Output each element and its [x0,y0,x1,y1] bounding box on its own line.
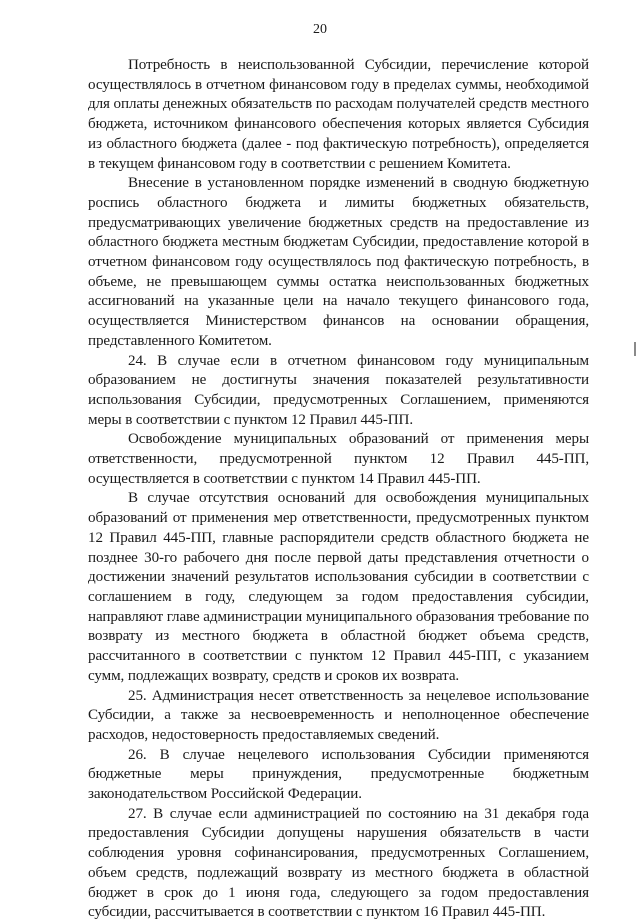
paragraph-item-27: 27. В случае если администрацией по состоянию на 31 декабря года предоставления Субсидии допущены нарушения обязательств в части соблюдения уровня софинансирования, предусмотренных Соглашением, объем средств, подлежащий возврату из местного бюджета в областной бюджет в срок до 1 июня года, следующего за годом предоставления субсидии, рассчитывается в соответствии с пунктом 16 Правил 445-ПП. [88,805,589,921]
paragraph-item-25: 25. Администрация несет ответственность за нецелевое использование Субсидии, а также за несвоевременность и неполноценное обеспечение расходов, недостоверность предоставляемых сведений. [88,687,589,743]
document-body [88,56,589,923]
paragraph-item-26: 26. В случае нецелевого использования Субсидии применяются бюджетные меры принуждения, предусмотренные бюджетным законодательством Российской Федерации. [88,746,589,803]
paragraph-exemption: Освобождение муниципальных образований от применения меры ответственности, предусмотренной пунктом 12 Правил 445-ПП, осуществляется в соответствии с пунктом 14 Правил 445-ПП. [88,431,589,487]
paragraph-budget-changes: Внесение в установленном порядке изменений в сводную бюджетную роспись областного бюджета и лимиты бюджетных обязательств, предусматривающих увеличение бюджетных средств на предоставление из областного бюджета местным бюджетам Субсидии, предоставление которой в отчетном финансовом году осуществлялось под фактическую потребность, в объеме, не превышающем суммы остатка неиспользованных бюджетных ассигнований на указанные цели на начало текущего финансового года, осуществляется Министерством финансов на основании обращения, представленного Комитетом. [88,175,589,349]
paragraph-item-24: 24. В случае если в отчетном финансовом году муниципальным образованием не достигнуты значения показателей результативности использования Субсидии, предусмотренных Соглашением, применяются меры в соответствии с пунктом 12 Правил 445-ПП. [88,352,589,428]
paragraph-actual-need: Потребность в неиспользованной Субсидии, перечисление которой осуществлялось в отчетном финансовом году в пределах суммы, необходимой для оплаты денежных обязательств по расходам получателей средств местного бюджета, источником финансового обеспечения которых является Субсидия из областного бюджета (далее - под фактическую потребность), определяется в текущем финансовом году в соответствии с решением Комитета. [88,57,589,172]
page-number: 20 [313,22,327,37]
scan-edge-mark [634,342,636,356]
paragraph-refund-requirement: В случае отсутствия оснований для освобождения муниципальных образований от применения мер ответственности, предусмотренных пунктом 12 Правил 445-ПП, главные распорядители средств областного бюджета не позднее 30-го рабочего дня после первой даты представления отчетности о достижении значений результатов использования субсидии в соответствии с соглашением в году, следующем за годом предоставления субсидии, направляют главе администрации муниципального образования требование по возврату из местного бюджета в областной бюджет объема средств, рассчитанного в соответствии с пунктом 12 Правил 445-ПП, с указанием сумм, подлежащих возврату, средств и сроков их возврата. [88,490,589,684]
